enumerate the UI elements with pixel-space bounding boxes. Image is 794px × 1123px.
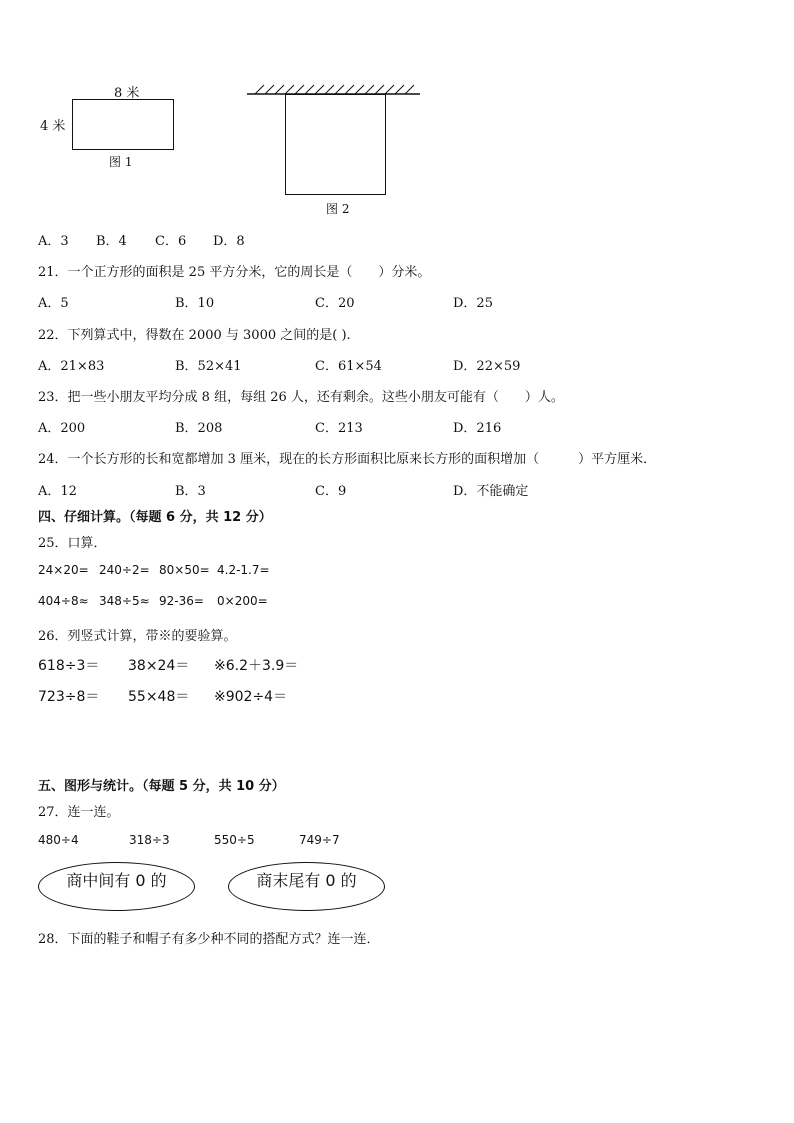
q25-expr: 92-36= xyxy=(159,594,204,608)
q20-option-a: A．3 xyxy=(38,234,69,249)
q23-option-b: B．208 xyxy=(175,421,223,436)
q23-option-a: A．200 xyxy=(38,421,86,436)
q21-option-d: D．25 xyxy=(453,296,493,311)
fig1-left-label: 4 米 xyxy=(40,119,66,134)
q22-option-b: B．52×41 xyxy=(175,359,242,374)
q25-expr: 4.2-1.7= xyxy=(217,563,270,577)
q25-text: 25．口算． xyxy=(38,536,107,551)
fig2-square xyxy=(285,94,386,195)
q25-expr: 80×50= xyxy=(159,563,210,577)
q25-expr: 240÷2= xyxy=(99,563,150,577)
fig2-caption: 图 2 xyxy=(326,202,350,216)
q26-expr: ※902÷4＝ xyxy=(214,689,288,705)
q21-text: 21．一个正方形的面积是 25 平方分米，它的周长是（ ）分米。 xyxy=(38,265,431,280)
q22-option-c: C．61×54 xyxy=(315,359,382,374)
q28-text: 28．下面的鞋子和帽子有多少种不同的搭配方式？连一连． xyxy=(38,932,380,947)
section5-title: 五、图形与统计。（每题 5 分，共 10 分） xyxy=(38,779,285,794)
q27-expr: 550÷5 xyxy=(214,833,255,847)
q27-expr: 318÷3 xyxy=(129,833,170,847)
q27-ellipse-label: 商中间有 0 的 xyxy=(66,871,167,890)
q22-option-a: A．21×83 xyxy=(38,359,105,374)
q25-expr: 0×200= xyxy=(217,594,268,608)
q21-option-a: A．5 xyxy=(38,296,69,311)
fig1-caption: 图 1 xyxy=(109,155,133,169)
fig1-rectangle xyxy=(72,99,174,150)
q27-expr: 480÷4 xyxy=(38,833,79,847)
q25-expr: 348÷5≈ xyxy=(99,594,150,608)
q26-expr: 618÷3＝ xyxy=(38,658,100,674)
q26-expr: 723÷8＝ xyxy=(38,689,100,705)
q20-option-d: D．8 xyxy=(213,234,245,249)
q20-option-b: B．4 xyxy=(96,234,127,249)
fig1-top-label: 8 米 xyxy=(114,86,140,101)
q21-option-c: C．20 xyxy=(315,296,355,311)
q24-option-a: A．12 xyxy=(38,484,77,499)
q25-expr: 404÷8≈ xyxy=(38,594,89,608)
q24-option-b: B．3 xyxy=(175,484,206,499)
q26-expr: 55×48＝ xyxy=(128,689,190,705)
q27-ellipse-label: 商末尾有 0 的 xyxy=(256,871,357,890)
q22-option-d: D．22×59 xyxy=(453,359,521,374)
q27-expr: 749÷7 xyxy=(299,833,340,847)
q27-ellipse-end-zero xyxy=(228,862,385,911)
q26-expr: 38×24＝ xyxy=(128,658,190,674)
q26-text: 26．列竖式计算，带※的要验算。 xyxy=(38,629,237,644)
q24-option-d: D．不能确定 xyxy=(453,484,529,499)
q26-expr: ※6.2＋3.9＝ xyxy=(214,658,299,674)
q20-option-c: C．6 xyxy=(155,234,187,249)
section4-title: 四、仔细计算。（每题 6 分，共 12 分） xyxy=(38,510,272,525)
q24-option-c: C．9 xyxy=(315,484,347,499)
q23-text: 23．把一些小朋友平均分成 8 组，每组 26 人，还有剩余。这些小朋友可能有（ ）人。 xyxy=(38,390,564,405)
q25-expr: 24×20= xyxy=(38,563,89,577)
q22-text: 22．下列算式中，得数在 2000 与 3000 之间的是( ). xyxy=(38,328,351,343)
q23-option-d: D．216 xyxy=(453,421,502,436)
q27-text: 27．连一连。 xyxy=(38,805,120,820)
q21-option-b: B．10 xyxy=(175,296,215,311)
q23-option-c: C．213 xyxy=(315,421,363,436)
q24-text: 24．一个长方形的长和宽都增加 3 厘米，现在的长方形面积比原来长方形的面积增加（ ）平方厘米． xyxy=(38,452,657,467)
q27-ellipse-middle-zero xyxy=(38,862,195,911)
